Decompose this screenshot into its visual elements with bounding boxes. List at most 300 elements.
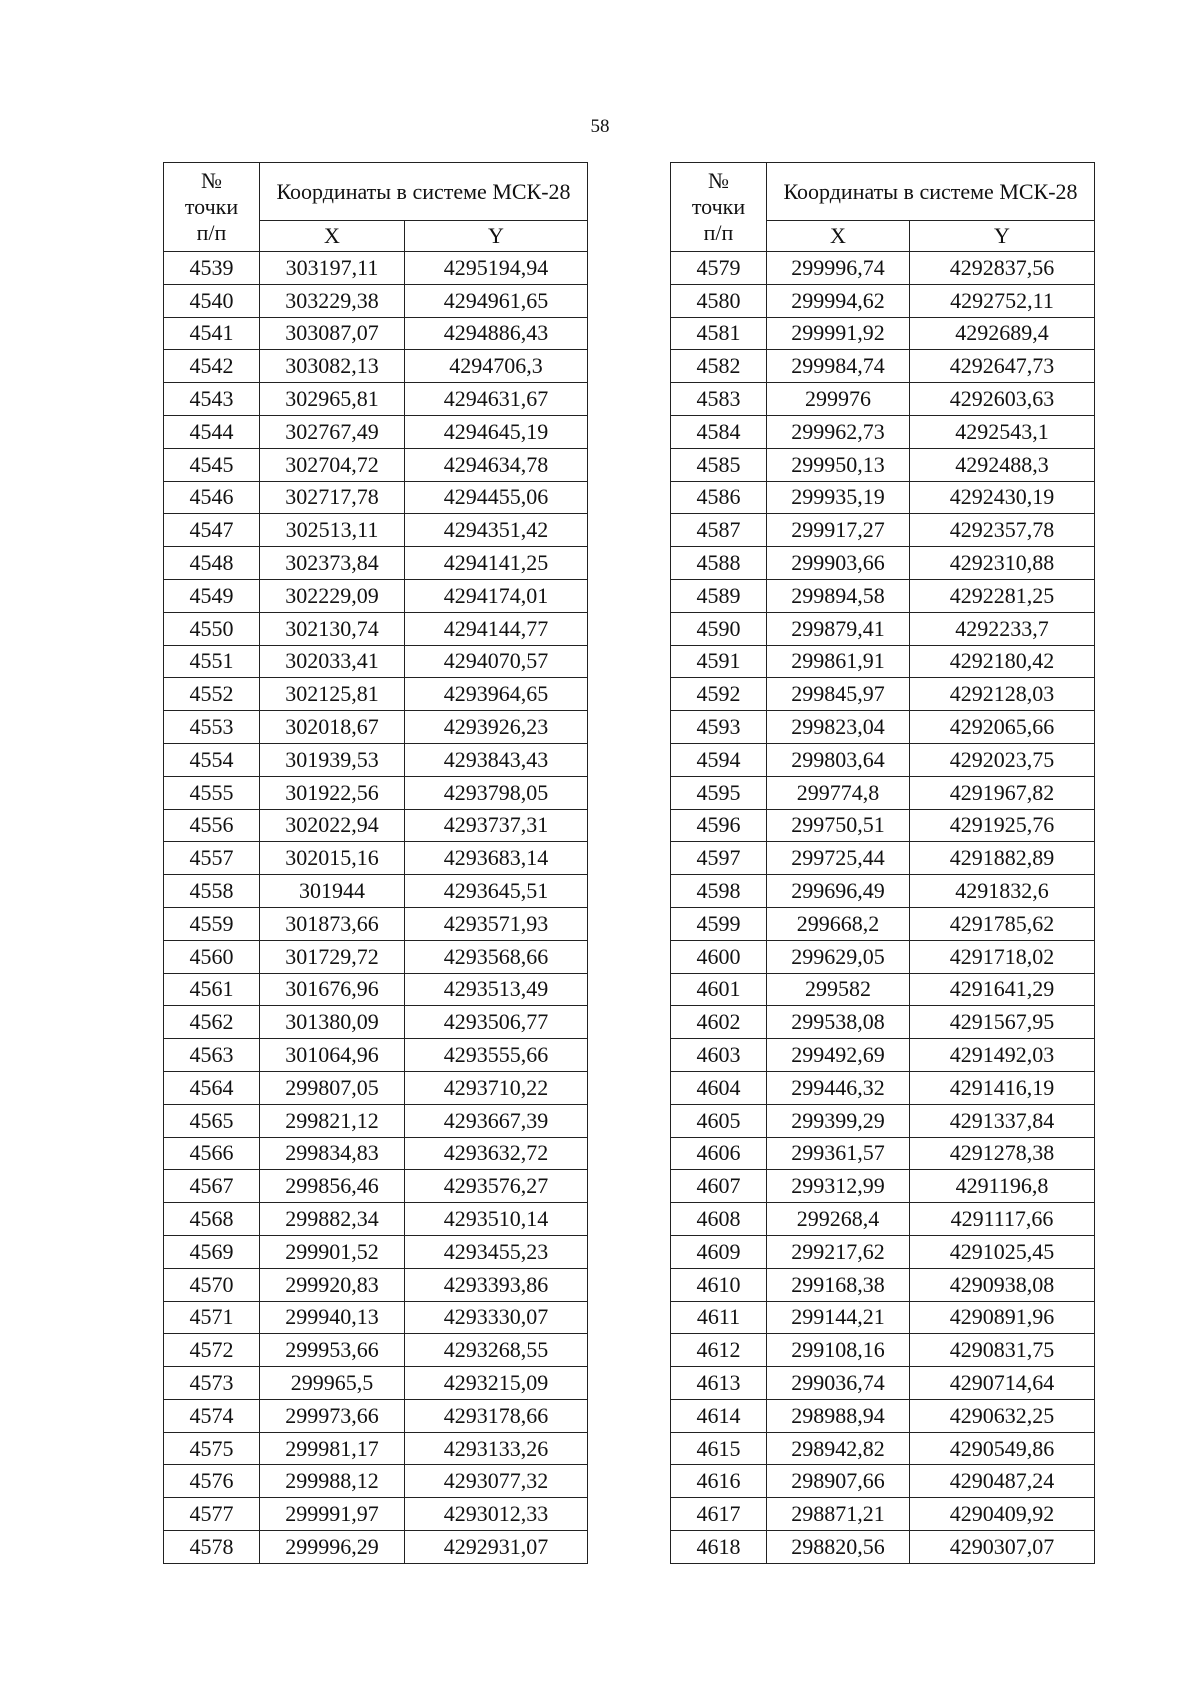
x-coordinate-cell: 303229,38 xyxy=(260,284,405,317)
point-number-cell: 4583 xyxy=(671,383,767,416)
point-number-cell: 4594 xyxy=(671,743,767,776)
x-coordinate-cell: 299962,73 xyxy=(767,415,910,448)
point-number-cell: 4544 xyxy=(164,415,260,448)
x-coordinate-cell: 299217,62 xyxy=(767,1235,910,1268)
point-number-cell: 4609 xyxy=(671,1235,767,1268)
table-row xyxy=(164,940,588,973)
y-coordinate-cell: 4290714,64 xyxy=(910,1367,1095,1400)
y-coordinate-cell: 4293178,66 xyxy=(405,1399,588,1432)
x-coordinate-cell: 299538,08 xyxy=(767,1006,910,1039)
point-number-cell: 4608 xyxy=(671,1203,767,1236)
y-coordinate-cell: 4291718,02 xyxy=(910,940,1095,973)
y-coordinate-cell: 4292603,63 xyxy=(910,383,1095,416)
point-number-cell: 4607 xyxy=(671,1170,767,1203)
x-coordinate-cell: 302015,16 xyxy=(260,842,405,875)
y-coordinate-cell: 4291117,66 xyxy=(910,1203,1095,1236)
point-number-cell: 4599 xyxy=(671,907,767,940)
x-coordinate-cell: 299991,92 xyxy=(767,317,910,350)
table-row xyxy=(164,1137,588,1170)
point-number-cell: 4572 xyxy=(164,1334,260,1367)
x-coordinate-cell: 299996,74 xyxy=(767,252,910,285)
x-coordinate-cell: 298942,82 xyxy=(767,1432,910,1465)
coordinates-table-left xyxy=(163,162,588,1564)
point-number-cell: 4559 xyxy=(164,907,260,940)
x-coordinate-cell: 299268,4 xyxy=(767,1203,910,1236)
x-coordinate-cell: 299807,05 xyxy=(260,1071,405,1104)
table-row xyxy=(164,678,588,711)
x-coordinate-cell: 301939,53 xyxy=(260,743,405,776)
table-row xyxy=(671,678,1095,711)
x-coordinate-cell: 299492,69 xyxy=(767,1039,910,1072)
x-coordinate-cell: 302125,81 xyxy=(260,678,405,711)
table-row xyxy=(164,809,588,842)
y-coordinate-cell: 4294645,19 xyxy=(405,415,588,448)
point-number-cell: 4581 xyxy=(671,317,767,350)
point-number-cell: 4612 xyxy=(671,1334,767,1367)
x-coordinate-cell: 299882,34 xyxy=(260,1203,405,1236)
table-row xyxy=(671,743,1095,776)
table-row xyxy=(671,1203,1095,1236)
y-coordinate-cell: 4294706,3 xyxy=(405,350,588,383)
y-coordinate-cell: 4293645,51 xyxy=(405,875,588,908)
table-row xyxy=(671,1531,1095,1564)
x-coordinate-cell: 303082,13 xyxy=(260,350,405,383)
table-row xyxy=(671,1432,1095,1465)
y-coordinate-cell: 4292065,66 xyxy=(910,711,1095,744)
y-coordinate-cell: 4290307,07 xyxy=(910,1531,1095,1564)
point-number-cell: 4588 xyxy=(671,547,767,580)
y-coordinate-cell: 4290831,75 xyxy=(910,1334,1095,1367)
point-number-cell: 4597 xyxy=(671,842,767,875)
y-coordinate-cell: 4291492,03 xyxy=(910,1039,1095,1072)
y-coordinate-cell: 4290891,96 xyxy=(910,1301,1095,1334)
y-coordinate-cell: 4291416,19 xyxy=(910,1071,1095,1104)
point-number-cell: 4568 xyxy=(164,1203,260,1236)
y-coordinate-cell: 4293510,14 xyxy=(405,1203,588,1236)
point-number-cell: 4600 xyxy=(671,940,767,973)
x-coordinate-cell: 302704,72 xyxy=(260,448,405,481)
point-number-cell: 4605 xyxy=(671,1104,767,1137)
table-row xyxy=(164,514,588,547)
point-number-header-line2: точки xyxy=(184,194,239,219)
table-row xyxy=(671,1137,1095,1170)
x-coordinate-cell: 301944 xyxy=(260,875,405,908)
y-coordinate-cell: 4294961,65 xyxy=(405,284,588,317)
point-number-cell: 4543 xyxy=(164,383,260,416)
table-row xyxy=(164,645,588,678)
y-coordinate-cell: 4290549,86 xyxy=(910,1432,1095,1465)
table-row xyxy=(164,415,588,448)
point-number-cell: 4560 xyxy=(164,940,260,973)
y-coordinate-cell: 4294141,25 xyxy=(405,547,588,580)
x-column-header: X xyxy=(260,221,405,252)
x-coordinate-cell: 302130,74 xyxy=(260,612,405,645)
y-coordinate-cell: 4293555,66 xyxy=(405,1039,588,1072)
table-row xyxy=(671,415,1095,448)
table-row xyxy=(164,1498,588,1531)
table-row xyxy=(671,645,1095,678)
x-coordinate-cell: 299036,74 xyxy=(767,1367,910,1400)
x-coordinate-cell: 299994,62 xyxy=(767,284,910,317)
x-coordinate-cell: 299668,2 xyxy=(767,907,910,940)
x-coordinate-cell: 298988,94 xyxy=(767,1399,910,1432)
point-number-cell: 4606 xyxy=(671,1137,767,1170)
point-number-cell: 4598 xyxy=(671,875,767,908)
point-number-cell: 4553 xyxy=(164,711,260,744)
y-coordinate-cell: 4294631,67 xyxy=(405,383,588,416)
point-number-cell: 4552 xyxy=(164,678,260,711)
table-row xyxy=(164,1071,588,1104)
point-number-header-line3: п/п xyxy=(196,220,227,245)
table-row xyxy=(671,1071,1095,1104)
x-coordinate-cell: 299144,21 xyxy=(767,1301,910,1334)
y-coordinate-cell: 4292357,78 xyxy=(910,514,1095,547)
x-coordinate-cell: 299861,91 xyxy=(767,645,910,678)
x-coordinate-cell: 299950,13 xyxy=(767,448,910,481)
point-number-cell: 4601 xyxy=(671,973,767,1006)
y-coordinate-cell: 4291196,8 xyxy=(910,1170,1095,1203)
table-row xyxy=(164,1432,588,1465)
y-coordinate-cell: 4293737,31 xyxy=(405,809,588,842)
point-number-cell: 4580 xyxy=(671,284,767,317)
x-coordinate-cell: 299750,51 xyxy=(767,809,910,842)
y-coordinate-cell: 4291785,62 xyxy=(910,907,1095,940)
table-row xyxy=(671,1104,1095,1137)
y-coordinate-cell: 4292647,73 xyxy=(910,350,1095,383)
x-coordinate-cell: 299935,19 xyxy=(767,481,910,514)
table-row xyxy=(671,448,1095,481)
table-row xyxy=(671,252,1095,285)
point-number-cell: 4604 xyxy=(671,1071,767,1104)
table-row xyxy=(671,612,1095,645)
table-row xyxy=(671,579,1095,612)
point-number-cell: 4540 xyxy=(164,284,260,317)
x-coordinate-cell: 303197,11 xyxy=(260,252,405,285)
point-number-cell: 4550 xyxy=(164,612,260,645)
table-row xyxy=(164,284,588,317)
table-row xyxy=(671,1006,1095,1039)
x-coordinate-cell: 302965,81 xyxy=(260,383,405,416)
x-coordinate-cell: 299856,46 xyxy=(260,1170,405,1203)
x-coordinate-cell: 298871,21 xyxy=(767,1498,910,1531)
x-coordinate-cell: 301729,72 xyxy=(260,940,405,973)
x-coordinate-cell: 299399,29 xyxy=(767,1104,910,1137)
point-number-cell: 4593 xyxy=(671,711,767,744)
page-number: 58 xyxy=(590,116,610,137)
x-coordinate-cell: 299981,17 xyxy=(260,1432,405,1465)
point-number-cell: 4557 xyxy=(164,842,260,875)
x-coordinate-cell: 299920,83 xyxy=(260,1268,405,1301)
y-coordinate-cell: 4292233,7 xyxy=(910,612,1095,645)
point-number-cell: 4539 xyxy=(164,252,260,285)
point-number-cell: 4546 xyxy=(164,481,260,514)
y-coordinate-cell: 4293077,32 xyxy=(405,1465,588,1498)
y-coordinate-cell: 4291925,76 xyxy=(910,809,1095,842)
x-coordinate-cell: 299361,57 xyxy=(767,1137,910,1170)
y-coordinate-cell: 4290632,25 xyxy=(910,1399,1095,1432)
y-coordinate-cell: 4291025,45 xyxy=(910,1235,1095,1268)
y-coordinate-cell: 4292310,88 xyxy=(910,547,1095,580)
point-number-cell: 4566 xyxy=(164,1137,260,1170)
x-coordinate-cell: 302229,09 xyxy=(260,579,405,612)
x-column-header: X xyxy=(767,221,910,252)
x-coordinate-cell: 303087,07 xyxy=(260,317,405,350)
x-coordinate-cell: 301064,96 xyxy=(260,1039,405,1072)
point-number-cell: 4564 xyxy=(164,1071,260,1104)
point-number-header-line1: № xyxy=(708,168,729,193)
y-coordinate-cell: 4292931,07 xyxy=(405,1531,588,1564)
y-coordinate-cell: 4293393,86 xyxy=(405,1268,588,1301)
table-row xyxy=(164,743,588,776)
point-number-header-line2: точки xyxy=(691,194,746,219)
point-number-cell: 4567 xyxy=(164,1170,260,1203)
table-row xyxy=(671,776,1095,809)
point-number-cell: 4570 xyxy=(164,1268,260,1301)
point-number-cell: 4590 xyxy=(671,612,767,645)
y-coordinate-cell: 4293215,09 xyxy=(405,1367,588,1400)
point-number-cell: 4574 xyxy=(164,1399,260,1432)
y-coordinate-cell: 4291567,95 xyxy=(910,1006,1095,1039)
y-coordinate-cell: 4291967,82 xyxy=(910,776,1095,809)
x-coordinate-cell: 299108,16 xyxy=(767,1334,910,1367)
point-number-cell: 4602 xyxy=(671,1006,767,1039)
point-number-cell: 4571 xyxy=(164,1301,260,1334)
x-coordinate-cell: 302717,78 xyxy=(260,481,405,514)
y-coordinate-cell: 4291337,84 xyxy=(910,1104,1095,1137)
y-coordinate-cell: 4293926,23 xyxy=(405,711,588,744)
point-number-cell: 4615 xyxy=(671,1432,767,1465)
table-row xyxy=(671,514,1095,547)
point-number-cell: 4596 xyxy=(671,809,767,842)
y-coordinate-cell: 4290487,24 xyxy=(910,1465,1095,1498)
x-coordinate-cell: 299845,97 xyxy=(767,678,910,711)
point-number-header-line1: № xyxy=(201,168,222,193)
y-coordinate-cell: 4291278,38 xyxy=(910,1137,1095,1170)
x-coordinate-cell: 299901,52 xyxy=(260,1235,405,1268)
point-number-cell: 4556 xyxy=(164,809,260,842)
point-number-cell: 4586 xyxy=(671,481,767,514)
table-row xyxy=(671,1301,1095,1334)
table-row xyxy=(671,875,1095,908)
table-row xyxy=(671,1170,1095,1203)
y-coordinate-cell: 4293268,55 xyxy=(405,1334,588,1367)
x-coordinate-cell: 301873,66 xyxy=(260,907,405,940)
table-row xyxy=(671,383,1095,416)
table-row xyxy=(671,1235,1095,1268)
table-row xyxy=(671,1367,1095,1400)
y-coordinate-cell: 4293683,14 xyxy=(405,842,588,875)
point-number-cell: 4592 xyxy=(671,678,767,711)
point-number-cell: 4618 xyxy=(671,1531,767,1564)
table-row xyxy=(164,350,588,383)
y-coordinate-cell: 4292430,19 xyxy=(910,481,1095,514)
point-number-cell: 4541 xyxy=(164,317,260,350)
coordinates-system-header: Координаты в системе МСК-28 xyxy=(260,163,588,221)
table-row xyxy=(671,1039,1095,1072)
y-coordinate-cell: 4292543,1 xyxy=(910,415,1095,448)
point-number-cell: 4589 xyxy=(671,579,767,612)
x-coordinate-cell: 299996,29 xyxy=(260,1531,405,1564)
table-row xyxy=(671,1465,1095,1498)
y-coordinate-cell: 4293667,39 xyxy=(405,1104,588,1137)
x-coordinate-cell: 299446,32 xyxy=(767,1071,910,1104)
point-number-cell: 4611 xyxy=(671,1301,767,1334)
x-coordinate-cell: 299582 xyxy=(767,973,910,1006)
x-coordinate-cell: 299953,66 xyxy=(260,1334,405,1367)
point-number-cell: 4554 xyxy=(164,743,260,776)
table-row xyxy=(164,1203,588,1236)
x-coordinate-cell: 302767,49 xyxy=(260,415,405,448)
table-row xyxy=(671,350,1095,383)
point-number-cell: 4555 xyxy=(164,776,260,809)
table-row xyxy=(164,547,588,580)
y-coordinate-cell: 4294144,77 xyxy=(405,612,588,645)
y-coordinate-cell: 4293513,49 xyxy=(405,973,588,1006)
point-number-cell: 4547 xyxy=(164,514,260,547)
table-row xyxy=(671,809,1095,842)
table-row xyxy=(164,317,588,350)
x-coordinate-cell: 299940,13 xyxy=(260,1301,405,1334)
table-row xyxy=(164,776,588,809)
y-coordinate-cell: 4290938,08 xyxy=(910,1268,1095,1301)
table-row xyxy=(164,1268,588,1301)
point-number-cell: 4565 xyxy=(164,1104,260,1137)
x-coordinate-cell: 299774,8 xyxy=(767,776,910,809)
point-number-cell: 4595 xyxy=(671,776,767,809)
x-coordinate-cell: 299991,97 xyxy=(260,1498,405,1531)
y-column-header: Y xyxy=(405,221,588,252)
table-row xyxy=(671,1334,1095,1367)
x-coordinate-cell: 301676,96 xyxy=(260,973,405,1006)
x-coordinate-cell: 302018,67 xyxy=(260,711,405,744)
table-row xyxy=(164,1170,588,1203)
x-coordinate-cell: 301922,56 xyxy=(260,776,405,809)
table-row xyxy=(671,940,1095,973)
x-coordinate-cell: 302033,41 xyxy=(260,645,405,678)
y-coordinate-cell: 4293133,26 xyxy=(405,1432,588,1465)
table-row xyxy=(671,907,1095,940)
point-number-cell: 4603 xyxy=(671,1039,767,1072)
x-coordinate-cell: 299168,38 xyxy=(767,1268,910,1301)
x-coordinate-cell: 299917,27 xyxy=(767,514,910,547)
table-row xyxy=(164,448,588,481)
x-coordinate-cell: 299821,12 xyxy=(260,1104,405,1137)
y-coordinate-cell: 4293710,22 xyxy=(405,1071,588,1104)
point-number-cell: 4548 xyxy=(164,547,260,580)
y-coordinate-cell: 4294174,01 xyxy=(405,579,588,612)
y-coordinate-cell: 4293576,27 xyxy=(405,1170,588,1203)
point-number-cell: 4545 xyxy=(164,448,260,481)
point-number-cell: 4591 xyxy=(671,645,767,678)
y-coordinate-cell: 4293798,05 xyxy=(405,776,588,809)
y-coordinate-cell: 4294634,78 xyxy=(405,448,588,481)
table-row xyxy=(164,1006,588,1039)
y-coordinate-cell: 4294886,43 xyxy=(405,317,588,350)
table-row xyxy=(164,579,588,612)
table-row xyxy=(671,547,1095,580)
x-coordinate-cell: 299312,99 xyxy=(767,1170,910,1203)
y-coordinate-cell: 4294070,57 xyxy=(405,645,588,678)
table-body xyxy=(164,252,588,1564)
point-number-cell: 4585 xyxy=(671,448,767,481)
table-row xyxy=(671,1498,1095,1531)
y-coordinate-cell: 4293455,23 xyxy=(405,1235,588,1268)
table-row xyxy=(164,252,588,285)
x-coordinate-cell: 301380,09 xyxy=(260,1006,405,1039)
coordinates-system-header: Координаты в системе МСК-28 xyxy=(767,163,1095,221)
coordinates-table-right xyxy=(670,162,1095,1564)
x-coordinate-cell: 299823,04 xyxy=(767,711,910,744)
table-row xyxy=(671,1399,1095,1432)
point-number-cell: 4573 xyxy=(164,1367,260,1400)
point-number-cell: 4551 xyxy=(164,645,260,678)
y-coordinate-cell: 4292837,56 xyxy=(910,252,1095,285)
x-coordinate-cell: 299894,58 xyxy=(767,579,910,612)
x-coordinate-cell: 299976 xyxy=(767,383,910,416)
point-number-cell: 4579 xyxy=(671,252,767,285)
y-coordinate-cell: 4291832,6 xyxy=(910,875,1095,908)
table-row xyxy=(164,842,588,875)
y-coordinate-cell: 4291641,29 xyxy=(910,973,1095,1006)
point-number-cell: 4584 xyxy=(671,415,767,448)
table-row xyxy=(164,481,588,514)
table-row xyxy=(164,1399,588,1432)
x-coordinate-cell: 299988,12 xyxy=(260,1465,405,1498)
x-coordinate-cell: 299629,05 xyxy=(767,940,910,973)
y-coordinate-cell: 4291882,89 xyxy=(910,842,1095,875)
table-row xyxy=(671,481,1095,514)
y-coordinate-cell: 4292128,03 xyxy=(910,678,1095,711)
table-row xyxy=(671,1268,1095,1301)
table-row xyxy=(164,1465,588,1498)
point-number-cell: 4563 xyxy=(164,1039,260,1072)
point-number-cell: 4587 xyxy=(671,514,767,547)
x-coordinate-cell: 299696,49 xyxy=(767,875,910,908)
point-number-header xyxy=(671,163,767,252)
y-coordinate-cell: 4292180,42 xyxy=(910,645,1095,678)
table-row xyxy=(164,1039,588,1072)
table-row xyxy=(671,711,1095,744)
table-row xyxy=(164,1301,588,1334)
y-coordinate-cell: 4293330,07 xyxy=(405,1301,588,1334)
y-coordinate-cell: 4293632,72 xyxy=(405,1137,588,1170)
y-coordinate-cell: 4295194,94 xyxy=(405,252,588,285)
table-body xyxy=(671,252,1095,1564)
x-coordinate-cell: 298907,66 xyxy=(767,1465,910,1498)
point-number-cell: 4542 xyxy=(164,350,260,383)
x-coordinate-cell: 299984,74 xyxy=(767,350,910,383)
table-row xyxy=(164,383,588,416)
point-number-cell: 4549 xyxy=(164,579,260,612)
table-row xyxy=(164,1235,588,1268)
x-coordinate-cell: 299834,83 xyxy=(260,1137,405,1170)
point-number-header-line3: п/п xyxy=(703,220,734,245)
point-number-cell: 4576 xyxy=(164,1465,260,1498)
x-coordinate-cell: 299879,41 xyxy=(767,612,910,645)
point-number-cell: 4616 xyxy=(671,1465,767,1498)
point-number-cell: 4617 xyxy=(671,1498,767,1531)
x-coordinate-cell: 299965,5 xyxy=(260,1367,405,1400)
x-coordinate-cell: 302513,11 xyxy=(260,514,405,547)
y-coordinate-cell: 4293012,33 xyxy=(405,1498,588,1531)
table-row xyxy=(164,612,588,645)
x-coordinate-cell: 302373,84 xyxy=(260,547,405,580)
y-coordinate-cell: 4294351,42 xyxy=(405,514,588,547)
point-number-cell: 4610 xyxy=(671,1268,767,1301)
table-row xyxy=(671,284,1095,317)
point-number-header xyxy=(164,163,260,252)
point-number-cell: 4561 xyxy=(164,973,260,1006)
